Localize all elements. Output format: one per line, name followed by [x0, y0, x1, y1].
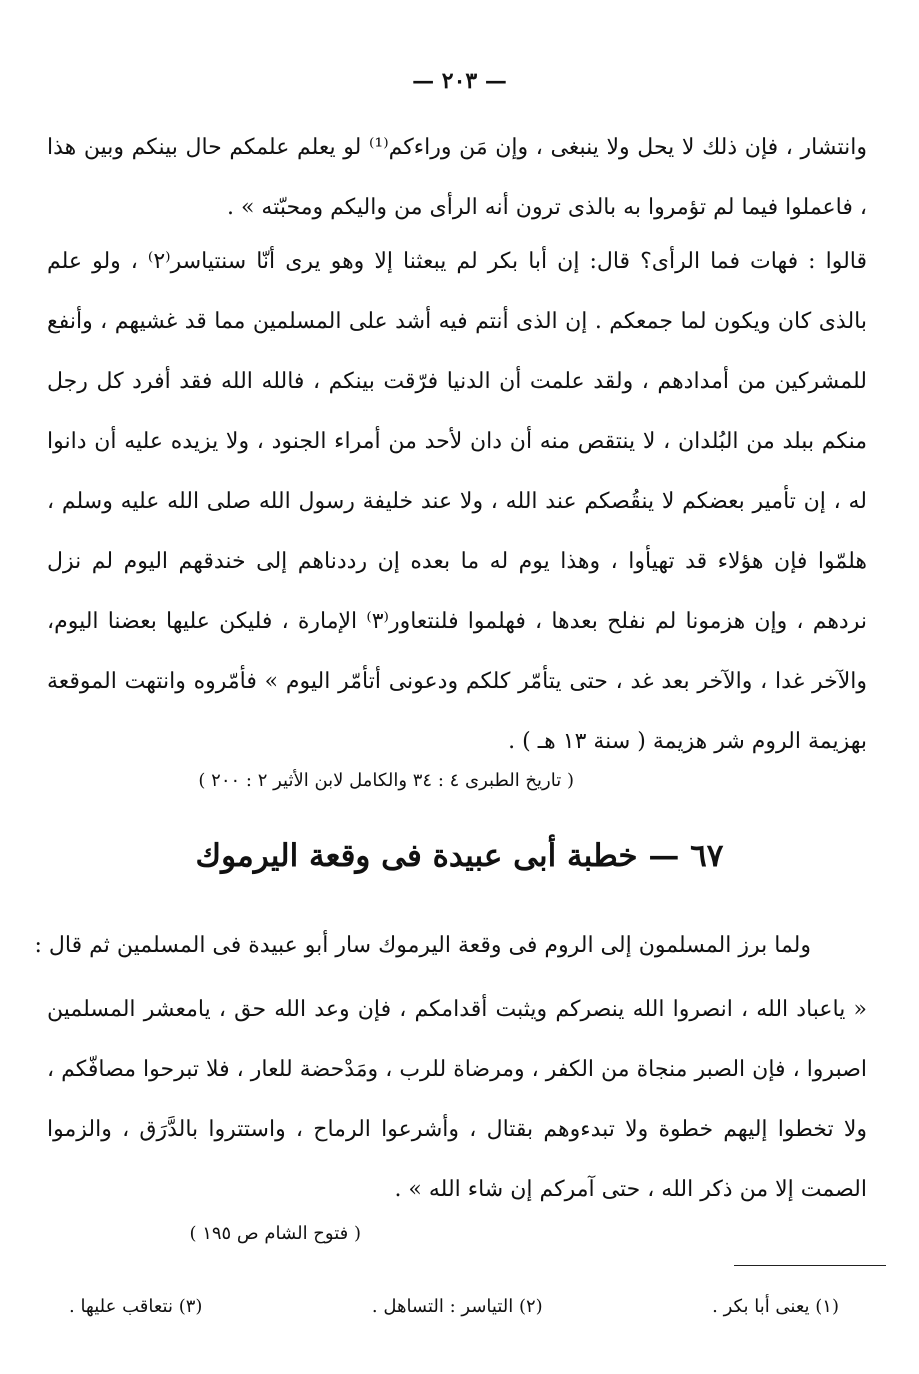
- footnote-divider: [734, 1265, 886, 1266]
- footnote-1: (١) يعنى أبا بكر .: [712, 1296, 839, 1317]
- footnote-3: (٣) نتعاقب عليها .: [69, 1296, 203, 1317]
- paragraph-2-text: قالوا : فهات فما الرأى؟ قال: إن أبا بكر لم يبعثنا إلا وهو يرى أنّا سنتياسر⁽٢⁾ ، ولو علم بالذى كان ويكون لما جمعكم . إن الذى أنتم فيه أشد على المسلمين مما قد غشيهم ، وأنفع للمشركين من أمدادهم ، ولقد علمت أن الدنيا فرّقت بينكم ، فالله الله فقد أفرد كل رجل منكم ببلد من البُلدان ، لا ينتقص منه أن دان لأحد من أمراء الجنود ، ولا يزيده عليه أن دانوا له ، إن تأمير بعضكم لا ينقُصكم عند الله ، ولا عند خليفة رسول الله صلى الله عليه وسلم ، هلمّوا فإن هؤلاء قد تهيأوا ، وهذا يوم له ما بعده إن رددناهم إلى خندقهم اليوم لم نزل نردهم ، وإن هزمونا لم نفلح بعدها ، فهلموا فلنتعاور⁽٣⁾ الإمارة ، فليكن عليها بعضنا اليوم، والآخر غدا ، والآخر بعد غد ، حتى يتأمّر كلكم ودعونى أتأمّر اليوم » فأمّروه وانتهت الموقعة بهزيمة الروم شر هزيمة ( سنة ١٣ هـ ) .: [47, 249, 867, 754]
- footnote-2: (٢) التياسر : التساهل .: [371, 1296, 543, 1317]
- speech-text: « ياعباد الله ، انصروا الله ينصركم ويثبت أقدامكم ، فإن وعد الله حق ، يامعشر المسلمين اصبروا ، فإن الصبر منجاة من الكفر ، ومرضاة للرب ، ومَدْحضة للعار ، فلا تبرحوا مصافّكم ، ولا تخطوا إليهم خطوة ولا تبدءوهم بقتال ، وأشرعوا الرماح ، واستتروا بالدَّرَق ، والزموا الصمت إلا من ذكر الله ، حتى آمركم إن شاء الله » .: [47, 997, 868, 1202]
- paragraph-council-speech: [47, 232, 867, 772]
- footnotes: [69, 1290, 839, 1324]
- page-number: — ٢٠٣ —: [412, 68, 507, 94]
- section-intro: ولما برز المسلمون إلى الروم فى وقعة اليرموك سار أبو عبيدة فى المسلمين ثم قال :: [34, 933, 811, 958]
- source-citation-1: ( تاريخ الطبرى ٤ : ٣٤ والكامل لابن الأثير ٢ : ٢٠٠ ): [198, 770, 574, 791]
- paragraph-continuation: [47, 118, 867, 238]
- source-citation-2: ( فتوح الشام ص ١٩٥ ): [189, 1223, 361, 1244]
- section-heading: ٦٧ — خطبة أبى عبيدة فى وقعة اليرموك: [195, 838, 724, 874]
- paragraph-1-text: وانتشار ، فإن ذلك لا يحل ولا ينبغى ، وإن مَن وراءكم⁽¹⁾ لو يعلم علمكم حال بينكم وبين هذا ، فاعملوا فيما لم تؤمروا به بالذى ترون أنه الرأى من واليكم ومحبّته » .: [47, 135, 867, 220]
- speech-paragraph: [47, 980, 867, 1220]
